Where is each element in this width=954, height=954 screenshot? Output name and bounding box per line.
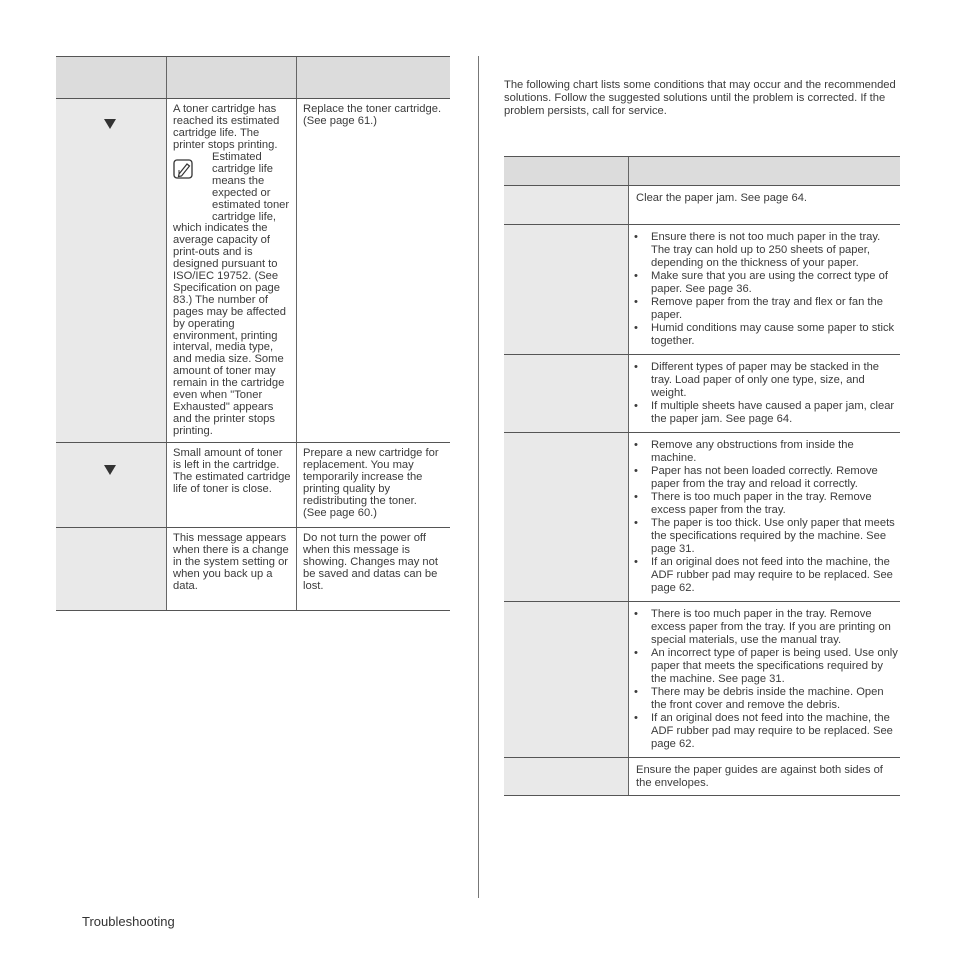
list-item: • Remove any obstructions from inside the machine. bbox=[634, 439, 899, 465]
solution-cell bbox=[629, 758, 900, 795]
right-table-header bbox=[504, 156, 900, 185]
table-row bbox=[56, 527, 450, 611]
solution-cell bbox=[629, 225, 900, 354]
solution-cell bbox=[629, 186, 900, 224]
list-item: • There may be debris inside the machine. Open the front cover and remove the debris. bbox=[634, 686, 899, 712]
left-table-header bbox=[56, 56, 450, 98]
list-item: • The paper is too thick. Use only paper that meets the specifications required by the machine. See page 31. bbox=[634, 517, 899, 556]
table-row bbox=[504, 432, 900, 601]
table-row bbox=[504, 757, 900, 795]
solution-text: Clear the paper jam. See page 64. bbox=[636, 192, 808, 204]
list-item: • Paper has not been loaded correctly. Remove paper from the tray and reload it correctly. bbox=[634, 465, 899, 491]
condition-cell bbox=[504, 433, 629, 601]
condition-cell bbox=[504, 355, 629, 432]
condition-cell bbox=[504, 186, 629, 224]
table-row bbox=[504, 354, 900, 432]
footer-section-title: Troubleshooting bbox=[82, 914, 175, 929]
solution-list bbox=[634, 231, 899, 348]
table-row bbox=[56, 98, 450, 442]
solution-text: Prepare a new cartridge for replacement. You may temporarily increase the printing quality by redistributing the toner. (See page 60.) bbox=[303, 447, 439, 519]
meaning-cell bbox=[167, 528, 297, 610]
list-item: • Humid conditions may cause some paper to stick together. bbox=[634, 322, 899, 348]
solution-list bbox=[634, 439, 899, 595]
solution-text: Ensure the paper guides are against both sides of the envelopes. bbox=[636, 764, 883, 789]
solution-cell bbox=[297, 443, 450, 527]
table-row bbox=[56, 442, 450, 527]
list-item: • Make sure that you are using the correct type of paper. See page 36. bbox=[634, 270, 899, 296]
meaning-cell bbox=[167, 443, 297, 527]
condition-cell bbox=[504, 758, 629, 795]
left-message-table bbox=[56, 56, 450, 611]
message-cell bbox=[56, 528, 167, 610]
message-cell bbox=[56, 99, 167, 442]
list-item: • There is too much paper in the tray. Remove excess paper from the tray. bbox=[634, 491, 899, 517]
meaning-text: A toner cartridge has reached its estimated cartridge life. The printer stops printing. bbox=[173, 103, 280, 151]
list-item: • There is too much paper in the tray. Remove excess paper from the tray. If you are printing on special materials, use the manual tray. bbox=[634, 608, 899, 647]
meaning-text: This message appears when there is a change in the system setting or when you back up a data. bbox=[173, 532, 289, 592]
note-text-wrap: Estimated cartridge life means the expected or estimated toner cartridge life, bbox=[212, 151, 290, 223]
list-item: • If multiple sheets have caused a paper jam, clear the paper jam. See page 64. bbox=[634, 400, 899, 426]
paper-problems-table bbox=[504, 156, 900, 796]
list-item: • If an original does not feed into the machine, the ADF rubber pad may require to be replaced. See page 62. bbox=[634, 556, 899, 595]
condition-cell bbox=[504, 602, 629, 757]
table-row bbox=[504, 601, 900, 757]
list-item: • Remove paper from the tray and flex or fan the paper. bbox=[634, 296, 899, 322]
note-pencil-icon bbox=[173, 159, 195, 179]
list-item: • If an original does not feed into the machine, the ADF rubber pad may require to be replaced. See page 62. bbox=[634, 712, 899, 751]
solution-list bbox=[634, 361, 899, 426]
table-row bbox=[504, 224, 900, 354]
table-row bbox=[504, 185, 900, 224]
triangle-down-icon bbox=[104, 119, 116, 129]
list-item: • An incorrect type of paper is being used. Use only paper that meets the specifications required by the machine. See page 31. bbox=[634, 647, 899, 686]
solution-cell bbox=[297, 99, 450, 442]
meaning-text: Small amount of toner is left in the cartridge. The estimated cartridge life of toner is close. bbox=[173, 447, 291, 495]
message-cell bbox=[56, 443, 167, 527]
list-item: • Ensure there is not too much paper in the tray. The tray can hold up to 250 sheets of paper, depending on the thickness of your paper. bbox=[634, 231, 899, 270]
solution-cell bbox=[297, 528, 450, 610]
meaning-cell bbox=[167, 99, 297, 442]
solution-text: Do not turn the power off when this message is showing. Changes may not be saved and datas can be lost. bbox=[303, 532, 438, 592]
column-divider bbox=[478, 56, 479, 898]
list-item: • Different types of paper may be stacked in the tray. Load paper of only one type, size, and weight. bbox=[634, 361, 899, 400]
condition-cell bbox=[504, 225, 629, 354]
solution-text: Replace the toner cartridge. (See page 61.) bbox=[303, 103, 442, 127]
solution-list bbox=[634, 608, 899, 751]
solution-cell bbox=[629, 602, 900, 757]
note-text: which indicates the average capacity of print-outs and is designed pursuant to ISO/IEC 19752. (See Specification on page 83.) The number of pages may be affected by operating environment, printing interval, media type, and media size. Some amount of toner may remain in the cartridge even when "Toner Exhausted" appears and the printer stops printing. bbox=[173, 222, 286, 437]
intro-paragraph: The following chart lists some conditions that may occur and the recommended solutions. Follow the suggested solutions until the problem is corrected. If the problem persists, call for service. bbox=[504, 79, 896, 117]
triangle-down-icon bbox=[104, 465, 116, 475]
solution-cell bbox=[629, 355, 900, 432]
solution-cell bbox=[629, 433, 900, 601]
